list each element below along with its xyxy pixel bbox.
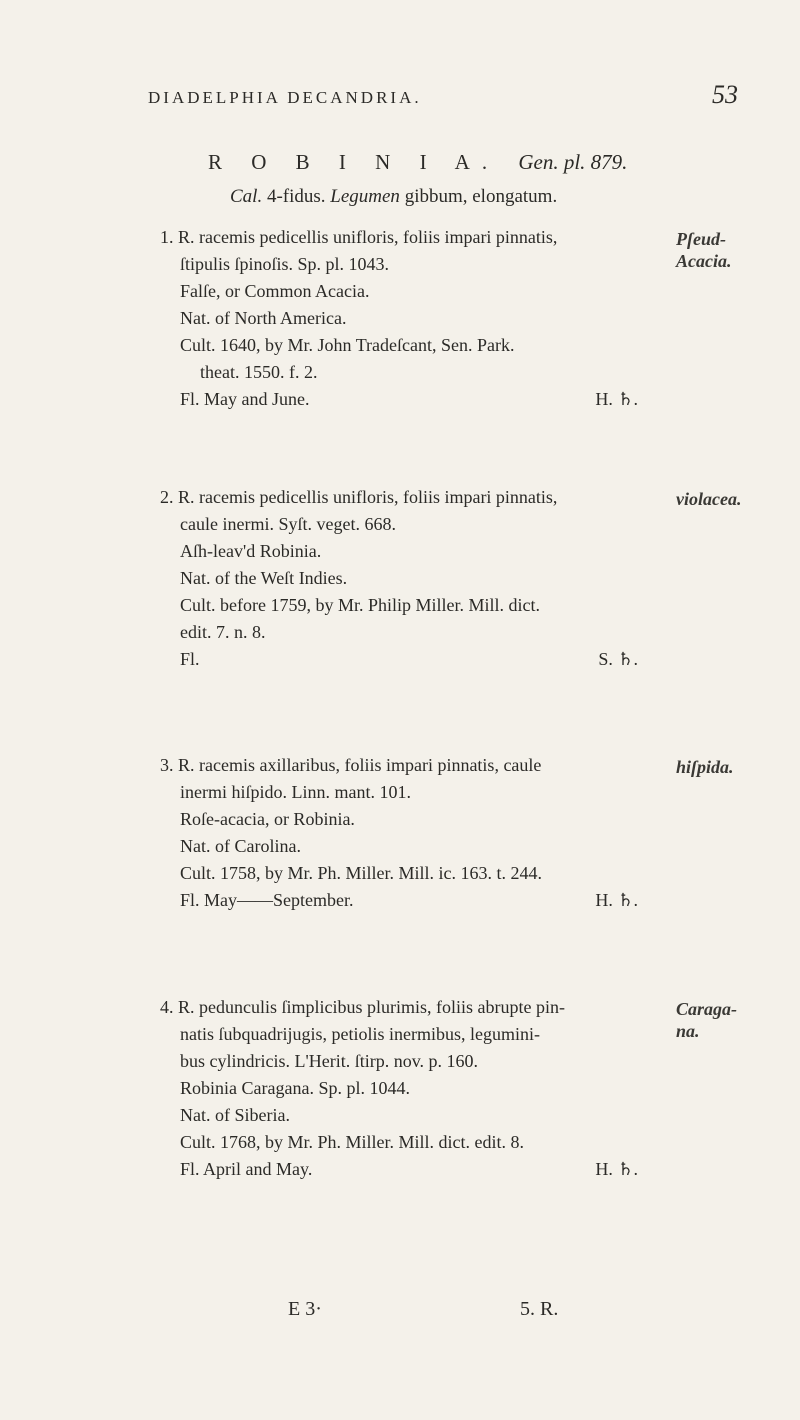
species-entry-2: [160, 484, 660, 673]
catchword: 5. R.: [520, 1298, 559, 1320]
entry-line: Nat. of Carolina.: [180, 836, 301, 856]
entry-line: theat. 1550. f. 2.: [200, 362, 318, 382]
entry-line: Cult. before 1759, by Mr. Philip Miller. Mill. dict.: [180, 595, 540, 615]
entry-line: Falſe, or Common Acacia.: [180, 281, 370, 301]
species-entry-4: [160, 994, 660, 1183]
entry-line: inermi hiſpido. Linn. mant. 101.: [180, 782, 411, 802]
genus-name: R O B I N I A.: [208, 150, 500, 174]
entry-line: Roſe-acacia, or Robinia.: [180, 809, 355, 829]
trivial-name-line: Pſeud-: [676, 229, 726, 249]
genus-heading: [208, 150, 627, 175]
running-title: DIADELPHIA DECANDRIA.: [148, 88, 422, 107]
entry-line: Nat. of the Weſt Indies.: [180, 568, 348, 588]
entry-line: Robinia Caragana. Sp. pl. 1044.: [180, 1078, 410, 1098]
flowering-time: Fl. May and June.: [180, 389, 310, 409]
trivial-name-line: hiſpida.: [676, 757, 734, 777]
species-entry-1: [160, 224, 660, 413]
genus-reference: Gen. pl. 879.: [518, 150, 628, 174]
generic-character: [230, 186, 557, 208]
entry-line: Cult. 1640, by Mr. John Tradeſcant, Sen. Park.: [180, 335, 515, 355]
trivial-name-3: [676, 756, 734, 778]
trivial-name-line: violacea.: [676, 489, 742, 509]
entry-line: Nat. of Siberia.: [180, 1105, 290, 1125]
species-entry-3: [160, 752, 660, 914]
entry-line: natis ſubquadrijugis, petiolis inermibus, legumini-: [180, 1024, 540, 1044]
entry-line: Nat. of North America.: [180, 308, 347, 328]
habit-symbol: H. ♄.: [595, 1159, 638, 1179]
entry-flowering-line: [160, 887, 660, 914]
char-label-calyx: Cal.: [230, 186, 263, 207]
running-head: [148, 80, 738, 109]
entry-line: 2. R. racemis pedicellis unifloris, foliis impari pinnatis,: [160, 487, 558, 507]
flowering-time: Fl. April and May.: [180, 1159, 313, 1179]
entry-line: Aſh-leav'd Robinia.: [180, 541, 322, 561]
entry-flowering-line: [160, 646, 660, 673]
entry-line: 3. R. racemis axillaribus, foliis impari pinnatis, caule: [160, 755, 542, 775]
entry-line: 1. R. racemis pedicellis unifloris, foliis impari pinnatis,: [160, 227, 558, 247]
trivial-name-4: [676, 998, 737, 1042]
entry-flowering-line: [160, 1156, 660, 1183]
page-number: 53: [712, 80, 738, 109]
habit-symbol: S. ♄.: [598, 649, 638, 669]
trivial-name-2: [676, 488, 741, 510]
trivial-name-1: [676, 228, 732, 272]
entry-flowering-line: [160, 386, 660, 413]
trivial-name-line: na.: [676, 1021, 700, 1041]
habit-symbol: H. ♄.: [595, 890, 638, 910]
habit-symbol: H. ♄.: [595, 389, 638, 409]
entry-line: 4. R. pedunculis ſimplicibus plurimis, foliis abrupte pin-: [160, 997, 565, 1017]
trivial-name-line: Caraga-: [676, 999, 738, 1019]
char-text-legume: gibbum, elongatum.: [404, 186, 558, 207]
char-label-legume: Legumen: [330, 186, 400, 207]
entry-line: Cult. 1758, by Mr. Ph. Miller. Mill. ic. 163. t. 244.: [180, 863, 543, 883]
signature-mark: E 3·: [288, 1298, 322, 1320]
trivial-name-line: Acacia.: [676, 251, 732, 271]
char-text-calyx: 4-fidus.: [266, 186, 326, 207]
flowering-time: Fl. May——September.: [180, 890, 354, 910]
entry-line: edit. 7. n. 8.: [180, 622, 266, 642]
flowering-time: Fl.: [180, 649, 200, 669]
entry-line: caule inermi. Syſt. veget. 668.: [180, 514, 396, 534]
entry-line: bus cylindricis. L'Herit. ſtirp. nov. p. 160.: [180, 1051, 479, 1071]
entry-line: Cult. 1768, by Mr. Ph. Miller. Mill. dict. edit. 8.: [180, 1132, 525, 1152]
entry-line: ſtipulis ſpinoſis. Sp. pl. 1043.: [180, 254, 390, 274]
